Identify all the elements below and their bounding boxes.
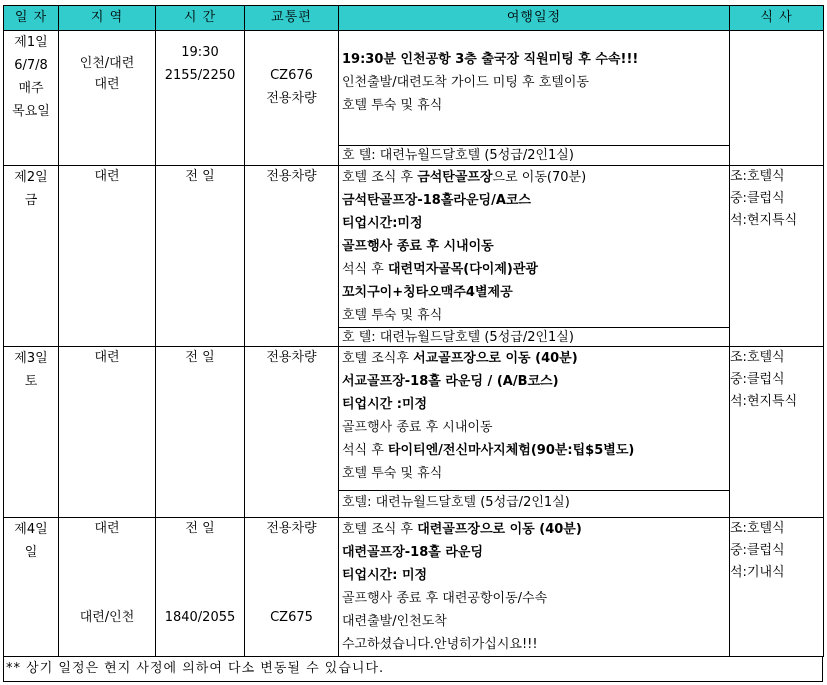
schedule-line: 골프행사 종료 후 시내이동	[342, 420, 493, 435]
schedule-line: 호텔 조식후 서교골프장으로 이동 (40분)	[342, 351, 578, 366]
itinerary-table	[3, 5, 824, 657]
region-cell	[59, 31, 156, 166]
schedule-line: 금석탄골프장-18홀라운딩/A코스	[342, 193, 531, 208]
schedule-line: 호텔 투숙 및 휴식	[342, 308, 443, 323]
schedule-line: 대련출발/인천도착	[342, 614, 447, 629]
transport-cell	[245, 166, 339, 347]
transport-text: 전용차량	[266, 91, 317, 106]
header-meals: 식 사	[730, 6, 824, 31]
transport-text: 전용차량	[266, 350, 317, 365]
schedule-line: 호텔 투숙 및 휴식	[342, 466, 443, 481]
region-cell	[59, 347, 156, 518]
hotel-info: 호 텔: 대련뉴월드달호텔 (5성급/2인1실)	[339, 327, 729, 347]
schedule-line: 석식 후 대련먹자골목(다이제)관광	[342, 262, 538, 277]
schedule-line: 꼬치구이+칭타오맥주4별제공	[342, 285, 513, 300]
time-cell	[156, 31, 245, 166]
transport-text: 전용차량	[266, 169, 317, 184]
day-label: 일	[24, 545, 38, 560]
day-label: 6/7/8	[14, 58, 48, 73]
header-schedule: 여행일정	[339, 6, 730, 31]
region-text: 인천/대련	[79, 56, 135, 71]
time-text: 전 일	[185, 169, 215, 184]
schedule-cell	[339, 518, 730, 657]
meal-breakfast: 조:호텔식	[730, 521, 785, 536]
transport-cell	[245, 518, 339, 657]
time-text: 2155/2250	[164, 68, 236, 83]
time-text: 전 일	[185, 350, 215, 365]
region-cell	[59, 166, 156, 347]
schedule-line: 수고하셨습니다.안녕히가십시요!!!	[342, 637, 538, 652]
day-label: 목요일	[12, 104, 50, 119]
day-row-1	[4, 31, 824, 166]
schedule-line: 호텔 조식 후 대련골프장으로 이동 (40분)	[342, 522, 582, 537]
transport-text: 전용차량	[266, 521, 317, 536]
region-text: 대련/인천	[79, 610, 135, 625]
day-row-2	[4, 166, 824, 347]
transport-cell	[245, 31, 339, 166]
meal-cell	[730, 31, 824, 166]
region-text: 대련	[94, 350, 120, 365]
day-cell	[4, 518, 59, 657]
meal-cell	[730, 518, 824, 657]
time-cell	[156, 518, 245, 657]
schedule-line: 인천출발/대련도착 가이드 미팅 후 호텔이동	[342, 75, 589, 90]
time-cell	[156, 166, 245, 347]
hotel-info: 호텔: 대련뉴월드달호텔 (5성급/2인1실)	[339, 490, 729, 517]
meal-dinner: 석:기내식	[730, 565, 785, 580]
day-cell	[4, 31, 59, 166]
meal-breakfast: 조:호텔식	[730, 350, 785, 365]
day-label: 제3일	[14, 351, 48, 366]
day-label: 제4일	[14, 522, 48, 537]
schedule-line: 대련골프장-18홀 라운딩	[342, 545, 484, 560]
region-text: 대련	[94, 169, 120, 184]
day-label: 매주	[18, 81, 44, 96]
header-time: 시 간	[156, 6, 245, 31]
schedule-line: 석식 후 타이티엔/전신마사지체험(90분:팁$5별도)	[342, 443, 635, 458]
region-cell	[59, 518, 156, 657]
meal-lunch: 중:클럽식	[730, 191, 785, 206]
time-text: 19:30	[181, 45, 219, 60]
header-region: 지 역	[59, 6, 156, 31]
schedule-cell	[339, 31, 730, 166]
region-text: 대련	[94, 77, 120, 92]
meal-dinner: 석:현지특식	[730, 213, 798, 228]
day-cell	[4, 347, 59, 518]
schedule-line: 호텔 투숙 및 휴식	[342, 98, 443, 113]
hotel-info: 호 텔: 대련뉴월드달호텔 (5성급/2인1실)	[339, 145, 729, 165]
transport-cell	[245, 347, 339, 518]
meal-cell	[730, 347, 824, 518]
day-row-4	[4, 518, 824, 657]
schedule-line: 서교골프장-18홀 라운딩 / (A/B코스)	[342, 374, 559, 389]
itinerary-document	[3, 5, 823, 682]
schedule-line: 티업시간: 미정	[342, 568, 428, 583]
transport-text: CZ675	[270, 610, 313, 625]
time-text: 전 일	[185, 521, 215, 536]
header-transport: 교통편	[245, 6, 339, 31]
meal-lunch: 중:클럽식	[730, 372, 785, 387]
day-label: 토	[24, 374, 38, 389]
schedule-line: 호텔 조식 후 금석탄골프장으로 이동(70분)	[342, 170, 587, 185]
header-row	[4, 6, 824, 31]
schedule-line: 티업시간:미정	[342, 216, 423, 231]
schedule-cell	[339, 166, 730, 347]
schedule-line: 19:30분 인천공항 3층 출국장 직원미팅 후 수속!!!	[342, 52, 639, 67]
region-text: 대련	[94, 521, 120, 536]
day-label: 제2일	[14, 170, 48, 185]
day-label: 금	[24, 193, 38, 208]
schedule-line: 티업시간 :미정	[342, 397, 428, 412]
meal-dinner: 석:현지특식	[730, 394, 798, 409]
meal-lunch: 중:클럽식	[730, 543, 785, 558]
meal-cell	[730, 166, 824, 347]
schedule-line: 골프행사 종료 후 시내이동	[342, 239, 494, 254]
time-cell	[156, 347, 245, 518]
day-cell	[4, 166, 59, 347]
meal-breakfast: 조:호텔식	[730, 169, 785, 184]
day-row-3	[4, 347, 824, 518]
footnote: ** 상기 일정은 현지 사정에 의하여 다소 변동될 수 있습니다.	[3, 657, 823, 682]
transport-text: CZ676	[270, 68, 313, 83]
header-date: 일 자	[4, 6, 59, 31]
time-text: 1840/2055	[164, 610, 236, 625]
day-label: 제1일	[14, 35, 48, 50]
schedule-line: 골프행사 종료 후 대련공항이동/수속	[342, 591, 548, 606]
schedule-cell	[339, 347, 730, 518]
